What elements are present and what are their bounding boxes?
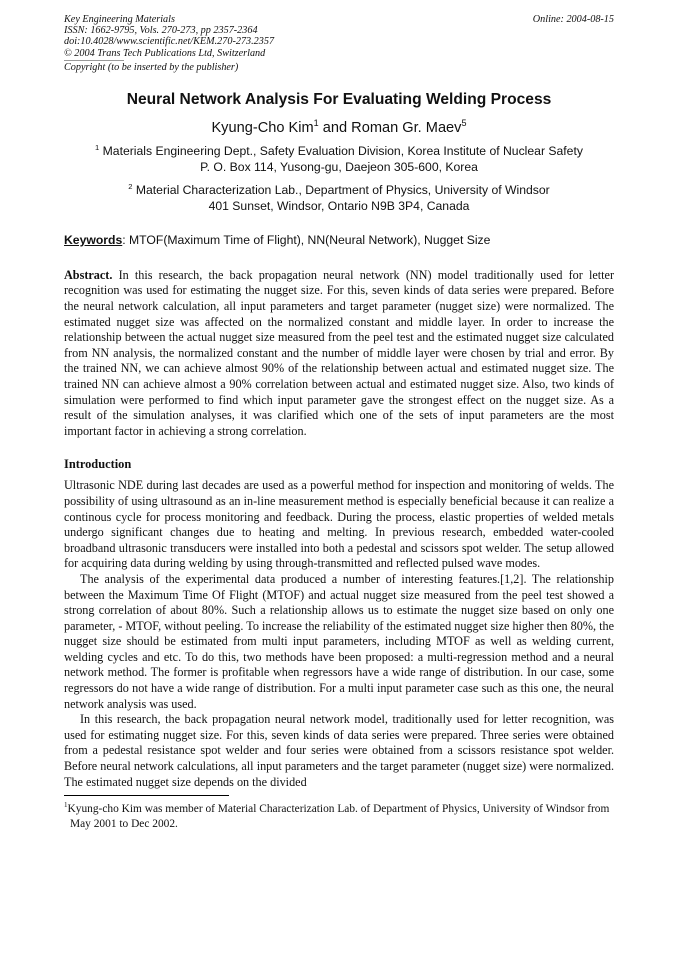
header-divider bbox=[64, 60, 124, 61]
intro-paragraph-1: Ultrasonic NDE during last decades are used as a powerful method for inspection and monitoring of welds. The possibility of using ultrasound as an in-line measurement method is especially beneficial because it can realize a continous cycle for process monitoring and feedback. During the process, elastic properties of welded metals undergo significant changes due to heating and melting. In previous research, embedded water-cooled broadband ultrasonic transducers were installed into both a pedestal and scissors spot welder. The setup allowed for acquiring data during welding by using through-transmitted and reflected pulsed wave modes. bbox=[64, 478, 614, 571]
intro-paragraph-2: The analysis of the experimental data produced a number of interesting features.[1,2]. The relationship between the Maximum Time Of Flight (MTOF) and actual nugget size measured from the peel test showed a strong correlation of about 80%. Such a relationship allows us to estimate the nugget size based on only one parameter, - MTOF, without peeling. To increase the reliability of the estimated nugget size higher then 80%, the nugget size should be estimated from multi input parameters, including MTOF as well as welding current, welding cycles and etc. To do this, two methods have been proposed: a multi-regression method and a neural network method. The former is profitable when regressors have a wide range of distribution. In our case, some regressors do not have a wide range of distribution. For a multi input parameter case such as this one, the neural network analysis was used. bbox=[64, 571, 614, 711]
affiliation-1-line-1: Materials Engineering Dept., Safety Evaluation Division, Korea Institute of Nuclear Safety bbox=[102, 143, 583, 158]
keywords-label: Keywords bbox=[64, 232, 123, 247]
author-1: Kyung-Cho Kim bbox=[211, 119, 314, 136]
footnote-divider bbox=[64, 795, 229, 796]
keywords bbox=[64, 233, 614, 248]
journal-header bbox=[64, 14, 614, 59]
online-date: Online: 2004-08-15 bbox=[532, 14, 614, 25]
doi-line: doi:10.4028/www.scientific.net/KEM.270-273.2357 bbox=[64, 36, 275, 48]
author-2: Roman Gr. Maev bbox=[351, 119, 462, 136]
abstract-label: Abstract. bbox=[64, 267, 113, 282]
issn-line: ISSN: 1662-9795, Vols. 270-273, pp 2357-2364 bbox=[64, 25, 258, 37]
author-join: and bbox=[318, 119, 352, 136]
section-title-introduction: Introduction bbox=[64, 457, 132, 472]
affiliation-2-line-2: 401 Sunset, Windsor, Ontario N9B 3P4, Canada bbox=[208, 198, 470, 213]
abstract-text: In this research, the back propagation neural network (NN) model traditionally used for letter recognition was used for estimating the nugget size. For this, seven kinds of data series were prepared. Before the neural network calculation, all input parameters and target parameter (nugget size) were normalized. The estimated nugget size was affected on the normalized constant and middle layer. In order to increase the relationship between the actual nugget size measured from the peel test and the estimated nugget size calculated from NN analysis, the normalized constant and the number of middle layer were chosen by trial and error. By the trained NN, we can achieve almost 90% of the relationship between actual and estimated nugget size. The trained NN can achieve almost a 90% correlation between actual and estimated nugget size. Also, two kinds of simulation were performed to find which input parameter gave the strongest effect on the nugget size. As a result of the simulation analyses, it was clarified which one of the sets of input parameters are the most important factor in achieving a strong correlation. bbox=[64, 267, 614, 438]
author-2-mark: 5 bbox=[461, 117, 467, 128]
footnote-text: Kyung-cho Kim was member of Material Characterization Lab. of Department of Physics, University of Windsor from May 2001 to Dec 2002. bbox=[67, 803, 610, 830]
affiliation-2 bbox=[64, 182, 614, 214]
footnote bbox=[64, 802, 614, 831]
paper-title: Neural Network Analysis For Evaluating Welding Process bbox=[126, 90, 552, 108]
paper-page bbox=[64, 14, 614, 831]
journal-name: Key Engineering Materials bbox=[64, 14, 175, 25]
affiliation-1-mark: 1 bbox=[95, 142, 100, 152]
author-1-mark: 1 bbox=[313, 117, 319, 128]
keywords-text: : MTOF(Maximum Time of Flight), NN(Neural Network), Nugget Size bbox=[122, 232, 491, 247]
affiliation-2-mark: 2 bbox=[128, 181, 133, 191]
affiliation-1 bbox=[64, 143, 614, 175]
author-line bbox=[64, 119, 614, 137]
publisher-line: © 2004 Trans Tech Publications Ltd, Switzerland bbox=[64, 47, 266, 59]
affiliation-2-line-1: Material Characterization Lab., Department of Physics, University of Windsor bbox=[135, 182, 550, 197]
footnote-mark: 1 bbox=[64, 801, 68, 810]
intro-paragraph-3: In this research, the back propagation neural network model, traditionally used for letter recognition, was used for estimating nugget size. For this, seven kinds of data series were prepared. Three series were obtained from a pedestal resistance spot welder and four series were obtained from a scissors resistance spot welder. Before neural network calculations, all input parameters and the target parameter (nugget size) were normalized. The estimated nugget size depends on the divided bbox=[64, 712, 614, 789]
copyright-note: Copyright (to be inserted by the publisher) bbox=[64, 61, 239, 73]
affiliation-1-line-2: P. O. Box 114, Yusong-gu, Daejeon 305-600, Korea bbox=[200, 159, 478, 174]
abstract bbox=[64, 268, 614, 440]
